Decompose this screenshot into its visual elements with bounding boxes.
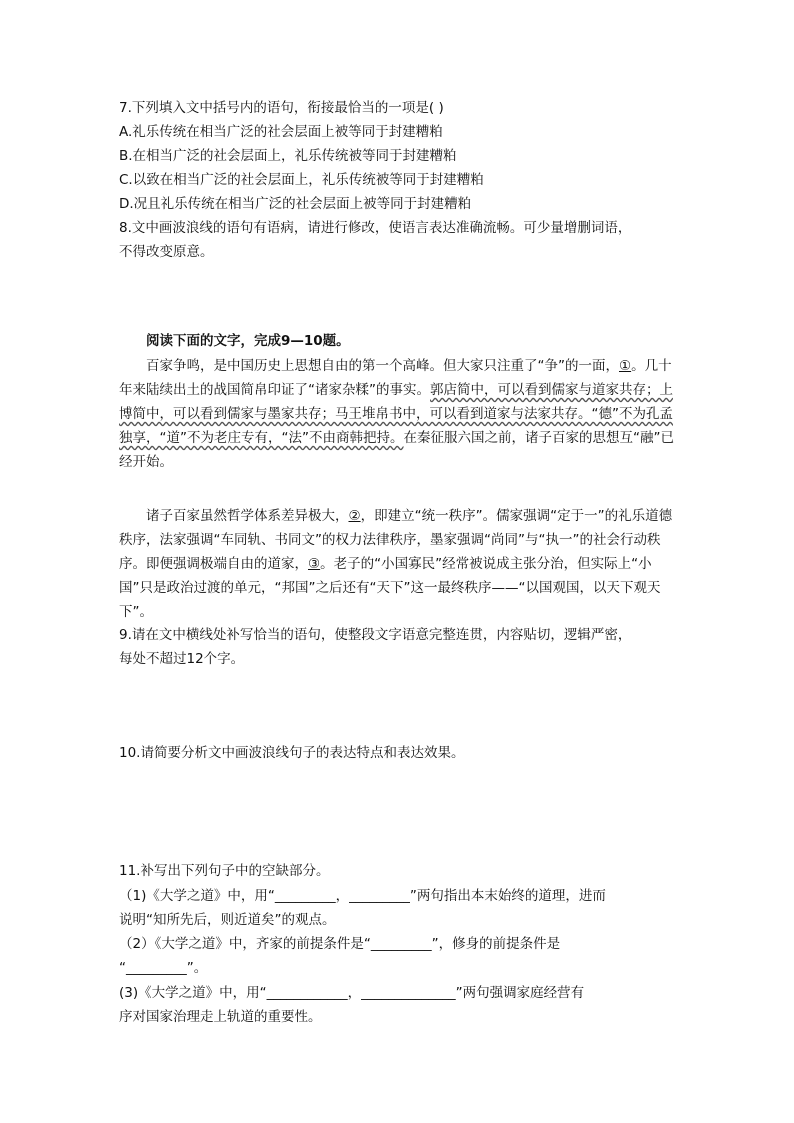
- reading-p1-text-a: 百家争鸣，是中国历史上思想自由的第一个高峰。但大家只注重了“争”的一面，: [146, 358, 619, 374]
- reading-p2-text-c: 。老子的“小国寡民”经常被说成主张分治，但实际上“小国”只是政治过渡的单元，“邦国”之后还有“天下”这一最终秩序——“以国观国，以天下观天下”。: [119, 556, 661, 620]
- q7-option-b: B.在相当广泛的社会层面上，礼乐传统被等同于封建糟粕: [119, 148, 457, 164]
- q7-option-c: C.以致在相当广泛的社会层面上，礼乐传统被等同于封建糟粕: [119, 172, 484, 188]
- q8-stem-line2: 不得改变原意。: [119, 244, 214, 260]
- q11-item2-line2: “_________”。: [119, 960, 208, 976]
- q11-item1-line1: （1)《大学之道》中，用“_________，_________”两句指出本末始终的道理，进而: [119, 888, 606, 904]
- blank-1-marker: ①: [619, 358, 632, 374]
- reading-instruction: 阅读下面的文字，完成9—10题。: [146, 333, 350, 349]
- q10-stem: 10.请简要分析文中画波浪线句子的表达特点和表达效果。: [119, 745, 465, 761]
- q11-item3-line2: 序对国家治理走上轨道的重要性。: [119, 1009, 322, 1025]
- q11-stem: 11.补写出下列句子中的空缺部分。: [119, 863, 330, 879]
- reading-paragraph-1: [119, 354, 684, 474]
- q7-option-d: D.况且礼乐传统在相当广泛的社会层面上被等同于封建糟粕: [119, 196, 472, 212]
- q9-stem-line2: 每处不超过12个字。: [119, 651, 245, 667]
- q11-item3-line1: (3)《大学之道》中，用“____________，______________”两句强调家庭经营有: [119, 985, 585, 1001]
- reading-p1-text-c: 在秦征服六国之前，诸子百家的思想互“融”已经开始。: [119, 430, 674, 470]
- blank-3-marker: ③: [308, 556, 321, 572]
- reading-p2-text-a: 诸子百家虽然哲学体系差异极大，: [146, 508, 349, 524]
- wavy-underlined-sentence: 郭店简中，可以看到儒家与道家共存；上博简中，可以看到儒家与墨家共存；马王堆帛书中，可以看到道家与法家共存。“德”不为孔孟独享，“道”不为老庄专有，“法”不由商韩把持。: [119, 382, 673, 446]
- reading-p2-text-b: ，即建立“统一秩序”。儒家强调“定于一”的礼乐道德秩序，法家强调“车同轨、书同文”的权力法律秩序，墨家强调“尚同”与“执一”的社会行动秩序。即便强调极端自由的道家，: [119, 508, 673, 572]
- q11-item2-line1: （2）《大学之道》中，齐家的前提条件是“_________”，修身的前提条件是: [119, 936, 561, 952]
- reading-paragraph-2: [119, 504, 684, 624]
- q7-option-a: A.礼乐传统在相当广泛的社会层面上被等同于封建糟粕: [119, 124, 443, 140]
- q7-stem: 7.下列填入文中括号内的语句，衔接最恰当的一项是( ): [119, 100, 444, 116]
- q8-stem-line1: 8.文中画波浪线的语句有语病，请进行修改，使语言表达准确流畅。可少量增删词语，: [119, 220, 632, 236]
- blank-2-marker: ②: [348, 508, 361, 524]
- q9-stem-line1: 9.请在文中横线处补写恰当的语句，使整段文字语意完整连贯，内容贴切，逻辑严密，: [119, 627, 632, 643]
- q11-item1-line2: 说明“知所先后，则近道矣”的观点。: [119, 912, 336, 928]
- reading-p1-text-b: 。几十年来陆续出土的战国简帛印证了“诸家杂糅”的事实。: [119, 358, 672, 398]
